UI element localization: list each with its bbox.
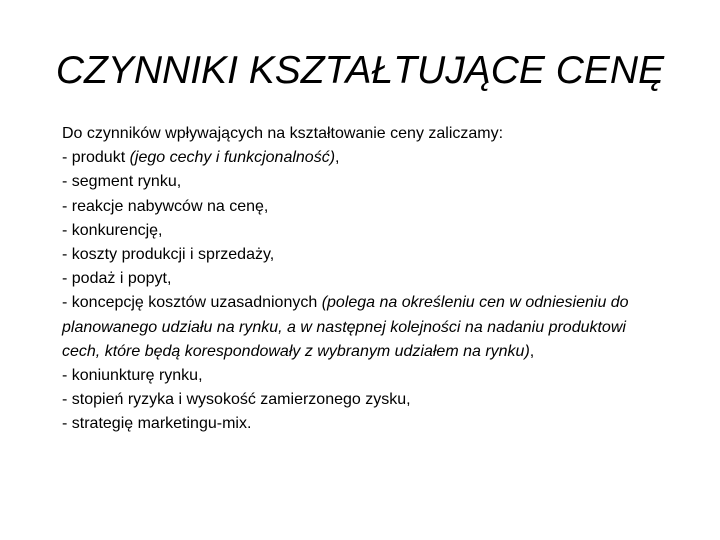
list-item-text: - koncepcję kosztów uzasadnionych <box>62 294 322 312</box>
list-item: - konkurencję, <box>62 221 163 239</box>
list-item: - reakcje nabywców na cenę, <box>62 197 269 215</box>
list-item-text: - produkt <box>62 149 130 167</box>
list-item-punctuation: , <box>529 342 535 360</box>
list-item: - podaż i popyt, <box>62 270 172 288</box>
list-item: - segment rynku, <box>62 173 182 191</box>
slide-body <box>62 122 662 437</box>
list-item: - strategię marketingu-mix. <box>62 415 252 433</box>
list-item-note: (polega na określeniu cen w odniesieniu do planowanego udziału na rynku, a w następnej kolejności na nadaniu produktowi cech, które będą korespondowały z wybranym udziałem na rynku) <box>62 294 629 360</box>
list-item: - koniunkturę rynku, <box>62 367 203 385</box>
list-item <box>62 291 662 364</box>
slide-title: CZYNNIKI KSZTAŁTUJĄCE CENĘ <box>55 49 665 92</box>
list-item: - stopień ryzyka i wysokość zamierzonego zysku, <box>62 391 411 409</box>
list-item: - koszty produkcji i sprzedaży, <box>62 246 275 264</box>
list-item-punctuation: , <box>335 149 340 167</box>
intro-text: Do czynników wpływających na kształtowanie ceny zaliczamy: <box>62 125 504 142</box>
list-item-note: (jego cechy i funkcjonalność) <box>129 149 336 167</box>
list-item <box>62 146 662 170</box>
